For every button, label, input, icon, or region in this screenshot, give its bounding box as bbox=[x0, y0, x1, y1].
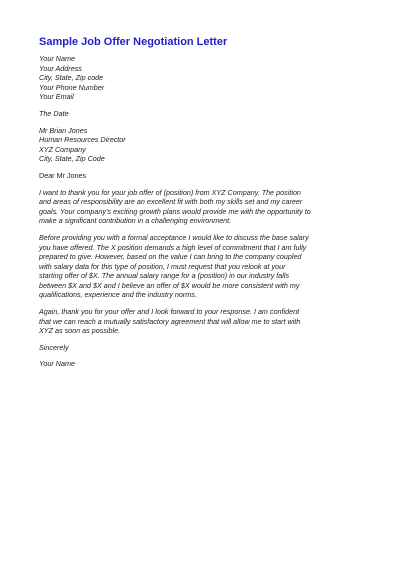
recipient-title: Human Resources Director bbox=[39, 135, 126, 145]
spacer bbox=[39, 119, 369, 126]
closing: Sincerely bbox=[39, 342, 69, 352]
spacer bbox=[39, 181, 369, 188]
recipient-city: City, State, Zip Code bbox=[39, 154, 105, 164]
paragraph-line: starting offer of $X. The annual salary range for a (position) in our industry falls bbox=[39, 271, 290, 281]
date-block bbox=[39, 109, 369, 119]
paragraph-line: Before providing you with a formal acceptance I would like to discuss the base salary bbox=[39, 232, 309, 242]
sender-email: Your Email bbox=[39, 92, 74, 102]
paragraph-line: prepared to give. However, based on the value I can bring to the company coupled bbox=[39, 252, 302, 262]
salutation-block bbox=[39, 171, 369, 181]
sender-address: Your Address bbox=[39, 63, 82, 73]
letter-date: The Date bbox=[39, 108, 69, 118]
paragraph-line: with salary data for this type of position, I must request that you relook at your bbox=[39, 261, 286, 271]
paragraph-line: that we can reach a mutually satisfactory agreement that will allow me to start with bbox=[39, 316, 301, 326]
paragraph-line: qualifications, experience and the industry norms. bbox=[39, 290, 197, 300]
paragraph-line: goals. Your company's exciting growth plans would provide me with the opportunity to bbox=[39, 206, 311, 216]
recipient-block bbox=[39, 126, 369, 164]
sender-city: City, State, Zip code bbox=[39, 73, 104, 83]
letter-body bbox=[39, 54, 369, 369]
spacer bbox=[39, 226, 369, 233]
spacer bbox=[39, 352, 369, 359]
sender-phone: Your Phone Number bbox=[39, 82, 105, 92]
spacer bbox=[39, 336, 369, 343]
paragraph-line: I want to thank you for your job offer of (position) from XYZ Company. The position bbox=[39, 187, 301, 197]
paragraph-3 bbox=[39, 307, 369, 336]
sender-name: Your Name bbox=[39, 54, 75, 63]
spacer bbox=[39, 164, 369, 171]
signature-name: Your Name bbox=[39, 359, 75, 369]
paragraph-line: you have offered. The X position demands a high level of commitment that I am fully bbox=[39, 242, 307, 252]
paragraph-line: XYZ as soon as possible. bbox=[39, 326, 121, 336]
spacer bbox=[39, 102, 369, 109]
paragraph-line: Again, thank you for your offer and I look forward to your response. I am confident bbox=[39, 307, 300, 317]
paragraph-line: and areas of responsibility are an excellent fit with both my skills set and my career bbox=[39, 197, 303, 207]
paragraph-1 bbox=[39, 188, 369, 226]
signature-block bbox=[39, 359, 369, 369]
paragraph-line: between $X and $X and I believe an offer of $X would be more consistent with my bbox=[39, 280, 300, 290]
letter-title: Sample Job Offer Negotiation Letter bbox=[39, 36, 228, 48]
recipient-name: Mr Brian Jones bbox=[39, 125, 88, 135]
paragraph-line: make a significant contribution in a challenging environment. bbox=[39, 216, 232, 226]
spacer bbox=[39, 300, 369, 307]
recipient-company: XYZ Company bbox=[39, 144, 86, 154]
closing-block bbox=[39, 343, 369, 353]
paragraph-2 bbox=[39, 233, 369, 300]
salutation: Dear Mr Jones bbox=[39, 170, 87, 180]
sender-block bbox=[39, 54, 369, 102]
